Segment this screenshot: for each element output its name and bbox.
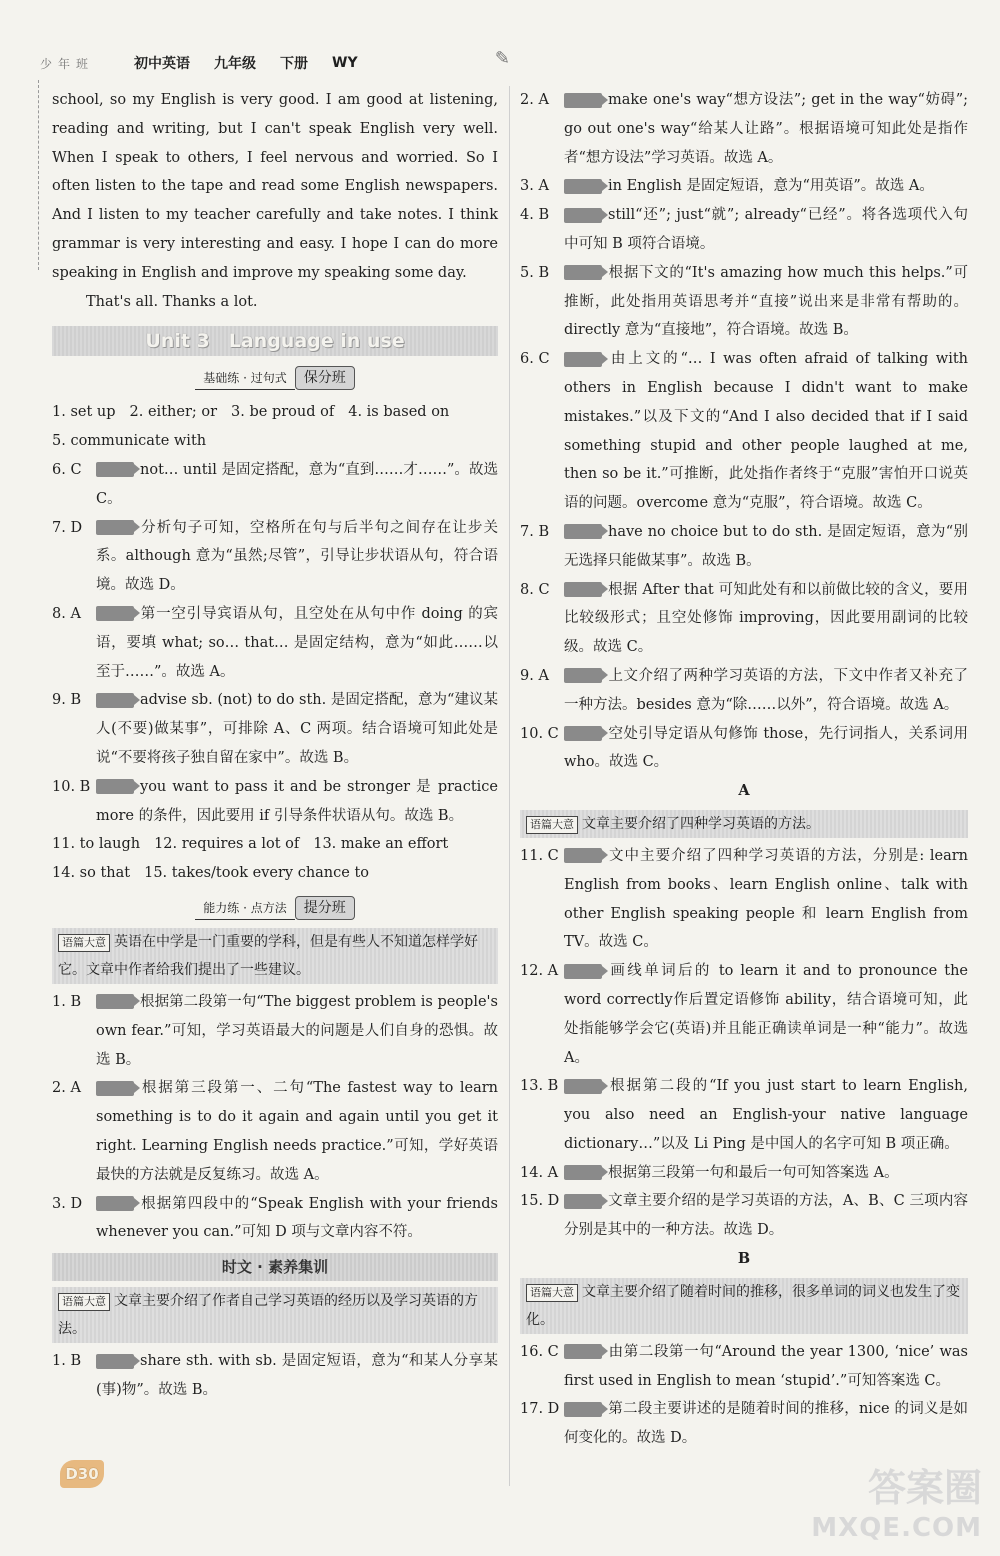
answer-item	[52, 686, 498, 772]
answer-number: 6. C	[52, 461, 82, 478]
answer-explanation: 根据第二段的“If you just start to learn English, you also need an English-your native language dictionary…”以及 Li Ping 是中国人的名字可知 B 项正确。	[564, 1078, 968, 1152]
brand-logo: 少年班	[40, 56, 95, 71]
analysis-badge-icon	[564, 668, 602, 683]
answer-explanation: share sth. with sb. 是固定短语，意为“和某人分享某(事)物”。故选 B。	[96, 1353, 498, 1398]
answer-explanation: 根据第四段中的“Speak English with your friends whenever you can.”可知 D 项与文章内容不符。	[96, 1195, 498, 1241]
summary-tag: 语篇大意	[58, 1293, 110, 1311]
answer: 4. is based on	[348, 404, 450, 421]
answer-explanation: in English 是固定短语，意为“用英语”。故选 A。	[608, 178, 934, 195]
passage-summary	[52, 1287, 498, 1343]
answer-item	[52, 514, 498, 600]
analysis-badge-icon	[96, 1081, 134, 1096]
answer: 14. so that	[52, 865, 131, 882]
passage-text: school, so my English is very good. I am good at listening, reading and writing, but I can't speak English very well. When I speak to others, I feel nervous and worried. So I often listen to the tape and read some English newspapers. And I listen to my teacher carefully and take notes. I think grammar is very interesting and easy. I hope I can do more speaking in English and improve my speaking some day.	[52, 92, 498, 281]
analysis-badge-icon	[96, 693, 134, 708]
answer-explanation: 上文介绍了两种学习英语的方法，下文中作者又补充了一种方法。besides 意为“除……以外”，符合语境。故选 A。	[564, 667, 968, 713]
answer-item	[52, 988, 498, 1074]
answer: 13. make an effort	[313, 836, 449, 853]
answer-number: 7. B	[520, 523, 550, 540]
grade-label: 九年级	[214, 56, 257, 72]
passage-summary	[52, 928, 498, 984]
analysis-badge-icon	[564, 265, 602, 280]
answer-item	[520, 345, 968, 518]
answer-explanation: advise sb. (not) to do sth. 是固定搭配，意为“建议某人(不要)做某事”，可排除 A、C 两项。结合语境可知此处是说“不要将孩子独自留在家中”。故选 B。	[96, 692, 498, 766]
watermark	[811, 1468, 982, 1548]
analysis-badge-icon	[564, 179, 602, 194]
answer-explanation: 根据下文的“It's amazing how much this helps.”可推断，此处指用英语思考并“直接”说出来是非常有帮助的。directly 意为“直接地”，符合语境。故选 B。	[564, 264, 968, 339]
answer-item	[52, 1347, 498, 1405]
answer-explanation: make one's way“想方设法”; get in the way“妨碍”; go out one's way“给某人让路”。根据语境可知此处是指作者“想方设法”学习英语。故选 A。	[564, 92, 968, 166]
answer-item	[520, 662, 968, 720]
fill-answers-1b	[52, 427, 498, 456]
analysis-badge-icon	[96, 779, 134, 794]
answer-number: 8. C	[520, 581, 550, 598]
analysis-badge-icon	[564, 93, 602, 108]
analysis-badge-icon	[96, 520, 134, 535]
section-ability-label: 能力练 · 点方法	[195, 897, 294, 920]
analysis-badge-icon	[96, 462, 134, 477]
analysis-badge-icon	[564, 524, 602, 539]
analysis-badge-icon	[564, 1194, 602, 1209]
fill-answers-2	[52, 830, 498, 859]
left-column	[52, 86, 498, 1405]
analysis-badge-icon	[564, 1079, 602, 1094]
analysis-badge-icon	[564, 208, 602, 223]
analysis-badge-icon	[564, 726, 602, 741]
watermark-url: MXQE.COM	[811, 1513, 982, 1543]
analysis-badge-icon	[96, 606, 134, 621]
answer-explanation: you want to pass it and be stronger 是 practice more 的条件，因此要用 if 引导条件状语从句。故选 B。	[96, 778, 498, 824]
answer-number: 10. C	[520, 725, 559, 742]
answer-number: 12. A	[520, 963, 559, 980]
analysis-badge-icon	[564, 1165, 602, 1180]
analysis-badge-icon	[564, 352, 602, 367]
answer-number: 17. D	[520, 1401, 560, 1418]
answer-item	[520, 259, 968, 345]
answer-explanation: 由上文的“… I was often afraid of talking with others in English because I didn't want to make mistakes.”以及下文的“And I also decided that if I said something stupid and other people laughed at me, then so be it.”可推断，此处指作者终于“克服”害怕开口说英语的问题。overcome 意为“克服”，符合语境。故选 C。	[564, 351, 968, 512]
answer-number: 3. A	[520, 178, 549, 195]
answer-item	[520, 842, 968, 957]
answer-number: 7. D	[52, 519, 83, 536]
watermark-text: 答案圈	[867, 1466, 982, 1510]
summary-tag: 语篇大意	[526, 816, 578, 834]
pencil-doodle-icon: ✎	[494, 48, 510, 69]
answer-number: 9. B	[52, 692, 82, 709]
passage-summary	[520, 810, 968, 838]
answer-item	[520, 518, 968, 576]
answer-item	[52, 773, 498, 831]
answer-explanation: still“还”; just“就”; already“已经”。将各选项代入句中可知 B 项符合语境。	[564, 207, 968, 252]
passage-letter-b: B	[737, 1250, 751, 1268]
answer-number: 15. D	[520, 1193, 560, 1210]
fill-answers-2b	[52, 859, 498, 888]
answer: 2. either; or	[129, 404, 218, 421]
right-column	[520, 86, 968, 1453]
answer-number: 13. B	[520, 1078, 559, 1095]
summary-tag: 语篇大意	[58, 934, 110, 952]
answer-number: 1. B	[52, 993, 82, 1010]
answer: 15. takes/took every chance to	[144, 865, 370, 882]
answer-number: 11. C	[520, 847, 559, 864]
answer-item	[520, 720, 968, 778]
answer-explanation: 根据第三段第一、二句“The fastest way to learn something is to do it again and again until you get it right. Learning English needs practice.”可知，学好英语最快的方法就是反复练习。故选 A。	[96, 1080, 498, 1183]
answer-item	[520, 576, 968, 662]
answer-explanation: 根据第二段第一句“The biggest problem is people's own fear.”可知，学习英语最大的问题是人们自身的恐惧。故选 B。	[96, 993, 498, 1068]
column-divider	[509, 86, 510, 1486]
passage-closing: That's all. Thanks a lot.	[86, 293, 258, 310]
section-ability-practice	[52, 894, 498, 922]
answer: 11. to laugh	[52, 836, 141, 853]
answer-number: 3. D	[52, 1195, 83, 1212]
section-basic-tag: 保分班	[295, 366, 355, 390]
analysis-badge-icon	[564, 848, 602, 863]
answer-number: 2. A	[520, 92, 549, 108]
answer-item	[52, 456, 498, 514]
answer-number: 6. C	[520, 351, 550, 368]
answer-explanation: have no choice but to do sth. 是固定短语，意为“别无选择只能做某事”。故选 B。	[564, 523, 968, 569]
summary-tag: 语篇大意	[526, 1284, 578, 1302]
answer-item	[520, 172, 968, 201]
summary-text: 文章主要介绍了随着时间的推移，很多单词的词义也发生了变化。	[526, 1283, 960, 1328]
answer-number: 9. A	[520, 667, 549, 684]
passage-letter-a: A	[738, 782, 750, 800]
answer-number: 5. B	[520, 264, 550, 281]
answer: 3. be proud of	[231, 404, 335, 421]
answer-explanation: 根据第三段第一句和最后一句可知答案选 A。	[608, 1164, 899, 1181]
section-basic-practice	[52, 364, 498, 392]
answer-explanation: 根据 After that 可知此处有和以前做比较的含义，要用比较级形式；且空处修饰 improving，因此要用副词的比较级。故选 C。	[564, 581, 968, 656]
edition-label: WY	[332, 55, 358, 71]
analysis-badge-icon	[96, 1354, 134, 1369]
answer-number: 1. B	[52, 1353, 82, 1370]
answer-item	[52, 600, 498, 686]
answer-explanation: 第一空引导宾语从句，且空处在从句中作 doing 的宾语，要填 what; so… that… 是固定结构，意为“如此……以至于……”。故选 A。	[96, 605, 498, 680]
answer-item	[52, 1074, 498, 1189]
answer-number: 2. A	[52, 1080, 81, 1097]
summary-text: 文章主要介绍了作者自己学习英语的经历以及学习英语的方法。	[58, 1293, 478, 1338]
answer-item	[520, 1187, 968, 1245]
answer-item	[520, 1072, 968, 1158]
answer-explanation: 第二段主要讲述的是随着时间的推移，nice 的词义是如何变化的。故选 D。	[564, 1401, 968, 1447]
analysis-badge-icon	[564, 1402, 602, 1417]
answer-explanation: 画线单词后的 to learn it and to pronounce the word correctly作后置定语修饰 ability，结合语境可知，此处指能够学会它(英语)并且能正确读单词是一种“能力”。故选 A。	[564, 963, 968, 1066]
analysis-badge-icon	[564, 1344, 602, 1359]
answer-number: 10. B	[52, 778, 91, 795]
answer-item	[520, 1338, 968, 1396]
answer-explanation: 文章主要介绍的是学习英语的方法，A、B、C 三项内容分别是其中的一种方法。故选 D。	[564, 1193, 968, 1239]
answer-item	[520, 1159, 968, 1188]
answer-explanation: 空处引导定语从句修饰 those，先行词指人，关系词用 who。故选 C。	[564, 725, 968, 771]
subject-label: 初中英语	[134, 56, 191, 72]
analysis-badge-icon	[564, 582, 602, 597]
fill-answers-1	[52, 398, 498, 427]
section-ability-tag: 提分班	[295, 896, 355, 920]
answer-explanation: 文中主要介绍了四种学习英语的方法，分别是: learn English from books、learn English online、talk with other English speaking people 和 learn English from TV。故选 C。	[564, 847, 968, 951]
volume-label: 下册	[280, 56, 309, 72]
section-reading-training: 时文 · 素养集训	[52, 1253, 498, 1281]
answer-item	[520, 201, 968, 259]
summary-text: 文章主要介绍了四种学习英语的方法。	[582, 815, 820, 832]
analysis-badge-icon	[564, 964, 602, 979]
answer-item	[520, 957, 968, 1072]
answer-item	[520, 1395, 968, 1453]
answer-explanation: 分析句子可知，空格所在句与后半句之间存在让步关系。although 意为“虽然;尽管”，引导让步状语从句，符合语境。故选 D。	[96, 519, 498, 594]
answer-number: 16. C	[520, 1343, 559, 1360]
unit-title: Unit 3 Language in use	[52, 326, 498, 356]
decorative-dashed-line	[38, 80, 40, 270]
answer-item	[52, 1190, 498, 1248]
answer-number: 8. A	[52, 605, 81, 622]
analysis-badge-icon	[96, 1196, 134, 1211]
summary-text: 英语在中学是一门重要的学科，但是有些人不知道怎样学好它。文章中作者给我们提出了一些建议。	[58, 933, 478, 978]
page-header	[40, 48, 520, 78]
answer-number: 4. B	[520, 207, 550, 224]
answer-explanation: not… until 是固定搭配，意为“直到……才……”。故选 C。	[96, 461, 498, 507]
passage-summary	[520, 1278, 968, 1334]
answer-explanation: 由第二段第一句“Around the year 1300, ‘nice’ was first used in English to mean ‘stupid’.”可知答案选 C。	[564, 1343, 968, 1389]
answer: 1. set up	[52, 404, 116, 421]
answer: 12. requires a lot of	[154, 836, 300, 853]
analysis-badge-icon	[96, 994, 134, 1009]
section-basic-label: 基础练 · 过句式	[195, 367, 294, 390]
answer-item	[520, 86, 968, 172]
answer: 5. communicate with	[52, 433, 207, 450]
answer-number: 14. A	[520, 1164, 559, 1181]
page-number: D30	[60, 1460, 104, 1488]
